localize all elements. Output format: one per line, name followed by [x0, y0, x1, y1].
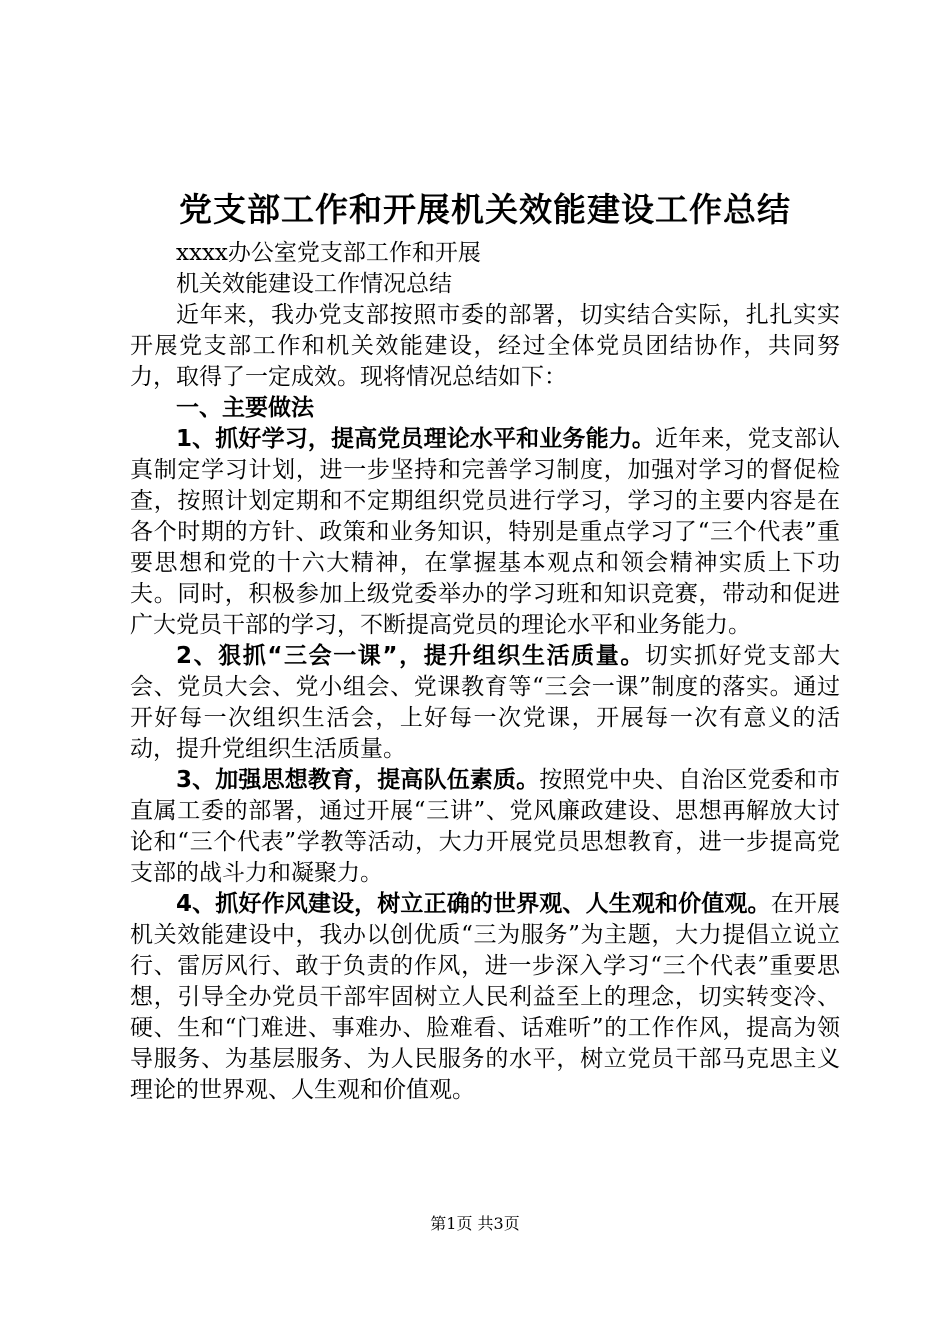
item-text-2: 切实抓好党支部大会、党员大会、党小组会、党课教育等“三会一课”制度的落实。通过开好每一次组织生活会，上好每一次党课，开展每一次有意义的活动，提升党组织生活质量。	[130, 643, 840, 762]
item-paragraph-4	[130, 889, 840, 1106]
item-lead-2: 2、狠抓“三会一课”，提升组织生活质量。	[176, 643, 645, 669]
document-title: 党支部工作和开展机关效能建设工作总结	[179, 190, 791, 229]
item-paragraph-2	[130, 641, 840, 765]
item-text-4: 在开展机关效能建设中，我办以创优质“三为服务”为主题，大力提倡立说立行、雷厉风行、敢于负责的作风，进一步深入学习“三个代表”重要思想，引导全办党员干部牢固树立人民利益至上的理念，切实转变冷、硬、生和“门难进、事难办、脸难看、话难听”的工作作风，提高为领导服务、为基层服务、为人民服务的水平，树立党员干部马克思主义理论的世界观、人生观和价值观。	[130, 891, 840, 1103]
item-text-1: 近年来，党支部认真制定学习计划，进一步坚持和完善学习制度，加强对学习的督促检查，按照计划定期和不定期组织党员进行学习，学习的主要内容是在各个时期的方针、政策和业务知识，特别是重点学习了“三个代表”重要思想和党的十六大精神，在掌握基本观点和领会精神实质上下功夫。同时，积极参加上级党委举办的学习班和知识竞赛，带动和促进广大党员干部的学习，不断提高党员的理论水平和业务能力。	[130, 426, 840, 638]
section-heading: 一、主要做法	[176, 395, 314, 421]
subtitle-line-2: 机关效能建设工作情况总结	[176, 271, 452, 297]
item-lead-1: 1、抓好学习，提高党员理论水平和业务能力。	[176, 426, 655, 452]
page-footer: 第1页 共3页	[430, 1214, 520, 1233]
item-lead-3: 3、加强思想教育，提高队伍素质。	[176, 767, 540, 793]
item-paragraph-1	[130, 424, 840, 641]
item-paragraph-3	[130, 765, 840, 889]
intro-paragraph: 近年来，我办党支部按照市委的部署，切实结合实际，扎扎实实开展党支部工作和机关效能建设，经过全体党员团结协作，共同努力，取得了一定成效。现将情况总结如下：	[130, 302, 840, 390]
document-body	[130, 238, 840, 1106]
item-lead-4: 4、抓好作风建设，树立正确的世界观、人生观和价值观。	[176, 891, 771, 917]
subtitle-line-1: xxxx办公室党支部工作和开展	[176, 240, 481, 266]
item-text-3: 按照党中央、自治区党委和市直属工委的部署，通过开展“三讲”、党风廉政建设、思想再解放大讨论和“三个代表”学教等活动，大力开展党员思想教育，进一步提高党支部的战斗力和凝聚力。	[130, 767, 840, 886]
